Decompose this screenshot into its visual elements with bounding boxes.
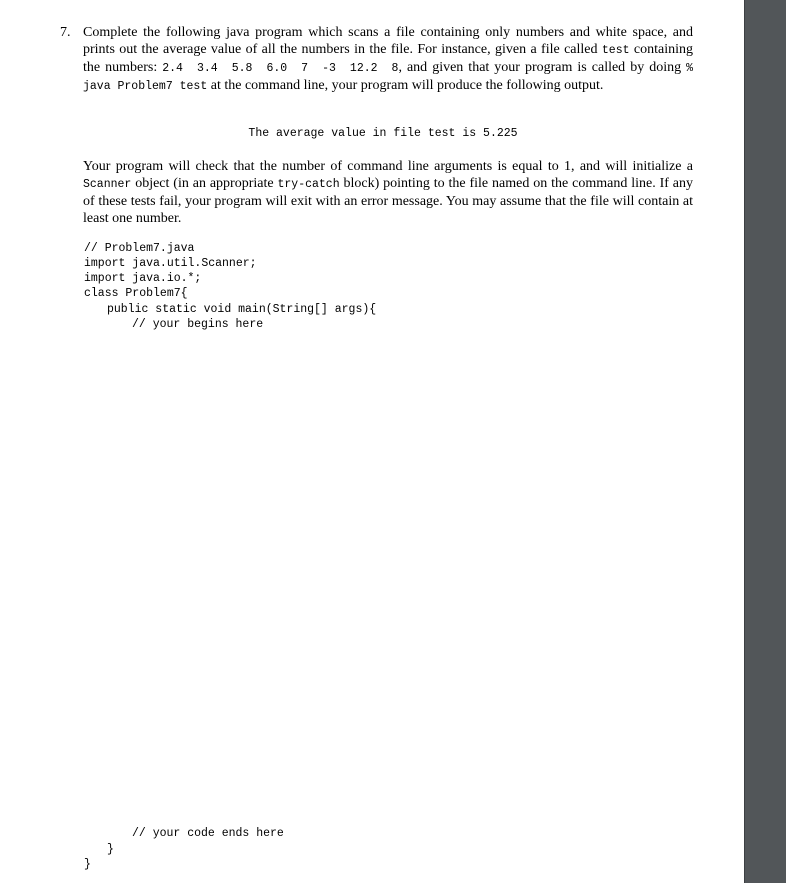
number-7: 12.2 [349,62,378,75]
code-comment-begin: // your begins here [132,318,264,331]
requirements-paragraph [83,158,693,227]
requirements-text-1: Your program will check that the number of command line arguments is equal to 1, and will initialize a [83,159,693,174]
inline-code-test: test [601,44,630,57]
number-6: -3 [322,62,336,75]
inline-code-try-catch: try-catch [277,178,340,191]
code-main-method: public static void main(String[] args){ [107,303,377,316]
code-import-scanner: import java.util.Scanner; [84,257,257,270]
description-text-4: at the command line, your program will produce the following output. [210,78,604,93]
number-3: 5.8 [231,62,253,75]
number-5: 7 [301,62,309,75]
description-text-3: , and given that your program is called by doing [398,60,682,75]
question-number: 7. [60,25,71,40]
inline-code-scanner: Scanner [83,178,132,191]
number-2: 3.4 [196,62,218,75]
code-comment-end: // your code ends here [132,827,284,840]
problem-description [83,24,693,95]
inline-code-command: % java Problem7 test [83,62,694,93]
description-text-2: containing the numbers: [83,42,694,75]
requirements-text-2: object (in an appropriate [135,176,274,191]
expected-output: The average value in file test is 5.225 [248,127,518,140]
description-text-1: Complete the following java program which scans a file containing only numbers and white space, and prints out the average value of all the numbers in the file. For instance, given a file called [83,25,693,57]
code-import-io: import java.io.*; [84,272,202,285]
code-class-close-brace: } [84,858,91,871]
number-1: 2.4 [162,62,183,75]
number-8: 8 [391,62,399,75]
code-class-declaration: class Problem7{ [84,287,188,300]
requirements-text-3: block) pointing to the file named on the command line. If any of these tests fail, your program will exit with an error message. You may assume that the file will contain at least one number. [83,176,694,226]
number-4: 6.0 [266,62,288,75]
code-comment-filename: // Problem7.java [84,242,195,255]
code-method-close-brace: } [107,843,114,856]
